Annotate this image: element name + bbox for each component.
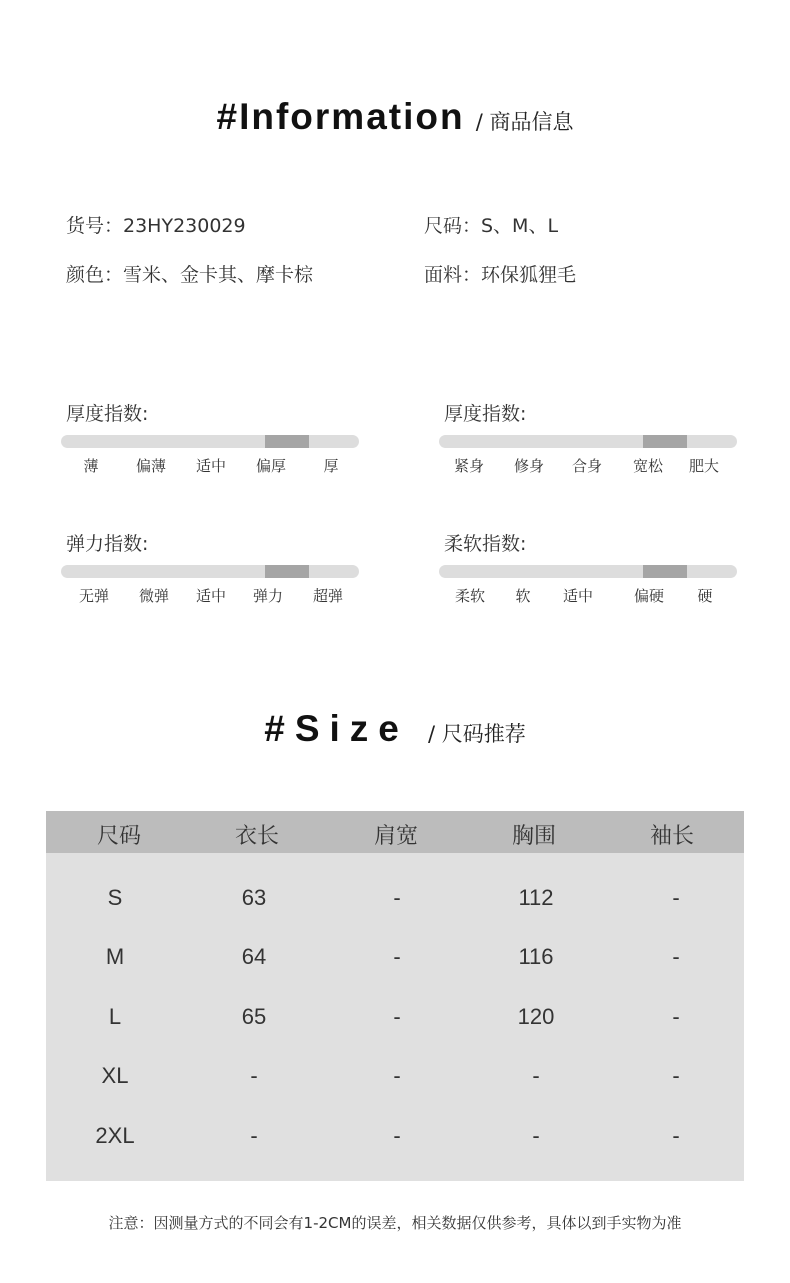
index-option: 适中 (562, 587, 593, 605)
table-cell: S (107, 885, 123, 910)
index-indicator (643, 435, 687, 448)
index-option: 紧身 (453, 457, 484, 475)
table-cell: - (672, 1004, 680, 1029)
index-option: 偏薄 (135, 457, 166, 475)
table-cell: 65 (241, 1004, 267, 1029)
fabric-field: 面料：环保狐狸毛 (424, 264, 577, 286)
size-table-header (46, 811, 744, 853)
index-option: 宽松 (632, 457, 663, 475)
size-subtitle: / 尺码推荐 (427, 722, 526, 746)
table-cell: M (105, 944, 125, 969)
table-cell: - (532, 1063, 540, 1088)
information-title: #Information (216, 96, 465, 137)
index-option: 无弹 (78, 587, 109, 605)
table-cell: - (672, 944, 680, 969)
header-size: 尺码 (96, 824, 141, 849)
table-cell: - (393, 944, 401, 969)
elasticity-index (61, 529, 359, 605)
index-label: 厚度指数: (444, 403, 527, 425)
measurement-note: 注意：因测量方式的不同会有1-2CM的误差，相关数据仅供参考，具体以到手实物为准 (108, 1214, 682, 1232)
table-cell: - (393, 1004, 401, 1029)
table-cell: - (250, 1123, 258, 1148)
size-title: #Size (264, 708, 409, 749)
index-option: 合身 (571, 457, 602, 475)
softness-index (439, 529, 737, 605)
table-cell: - (672, 1123, 680, 1148)
header-sleeve: 袖长 (649, 824, 694, 849)
size-field: 尺码：S、M、L (424, 215, 559, 237)
table-cell: 63 (241, 885, 267, 910)
index-label: 厚度指数: (66, 403, 149, 425)
information-heading (0, 96, 790, 138)
table-cell: - (672, 1063, 680, 1088)
header-shoulder: 肩宽 (373, 824, 418, 849)
index-option: 偏硬 (633, 587, 664, 605)
index-option: 微弹 (138, 587, 169, 605)
table-cell: - (250, 1063, 258, 1088)
size-table (46, 811, 744, 1181)
index-track (61, 565, 359, 578)
index-label: 柔软指数: (444, 533, 527, 555)
thickness-index (61, 399, 359, 475)
index-indicator (265, 435, 309, 448)
index-option: 超弹 (312, 587, 343, 605)
index-option: 硬 (697, 587, 713, 605)
index-track (439, 565, 737, 578)
index-option: 软 (515, 587, 531, 605)
header-length: 衣长 (234, 824, 279, 849)
index-label: 弹力指数: (66, 533, 149, 555)
table-cell: XL (101, 1063, 129, 1088)
table-cell: 116 (518, 944, 554, 969)
header-chest: 胸围 (511, 824, 556, 849)
table-cell: L (108, 1004, 122, 1029)
table-cell: - (393, 1063, 401, 1088)
table-cell: 120 (517, 1004, 555, 1029)
index-option: 适中 (195, 457, 226, 475)
table-cell: - (532, 1123, 540, 1148)
fit-index (439, 399, 737, 475)
index-option: 适中 (195, 587, 226, 605)
index-indicator (643, 565, 687, 578)
index-option: 薄 (83, 457, 99, 475)
index-option: 弹力 (252, 587, 283, 605)
table-cell: - (672, 885, 680, 910)
table-cell: 2XL (95, 1123, 135, 1148)
item-number-field: 货号：23HY230029 (66, 215, 246, 237)
size-heading (0, 708, 790, 750)
index-track (439, 435, 737, 448)
color-field: 颜色：雪米、金卡其、摩卡棕 (66, 264, 314, 286)
table-cell: 64 (241, 944, 267, 969)
table-cell: - (393, 885, 401, 910)
index-indicator (265, 565, 309, 578)
index-option: 柔软 (454, 587, 485, 605)
index-option: 厚 (323, 457, 339, 475)
table-cell: - (393, 1123, 401, 1148)
information-subtitle: / 商品信息 (475, 110, 574, 134)
table-cell: 112 (518, 885, 554, 910)
index-option: 肥大 (688, 457, 719, 475)
index-track (61, 435, 359, 448)
index-option: 偏厚 (255, 457, 286, 475)
index-option: 修身 (513, 457, 544, 475)
